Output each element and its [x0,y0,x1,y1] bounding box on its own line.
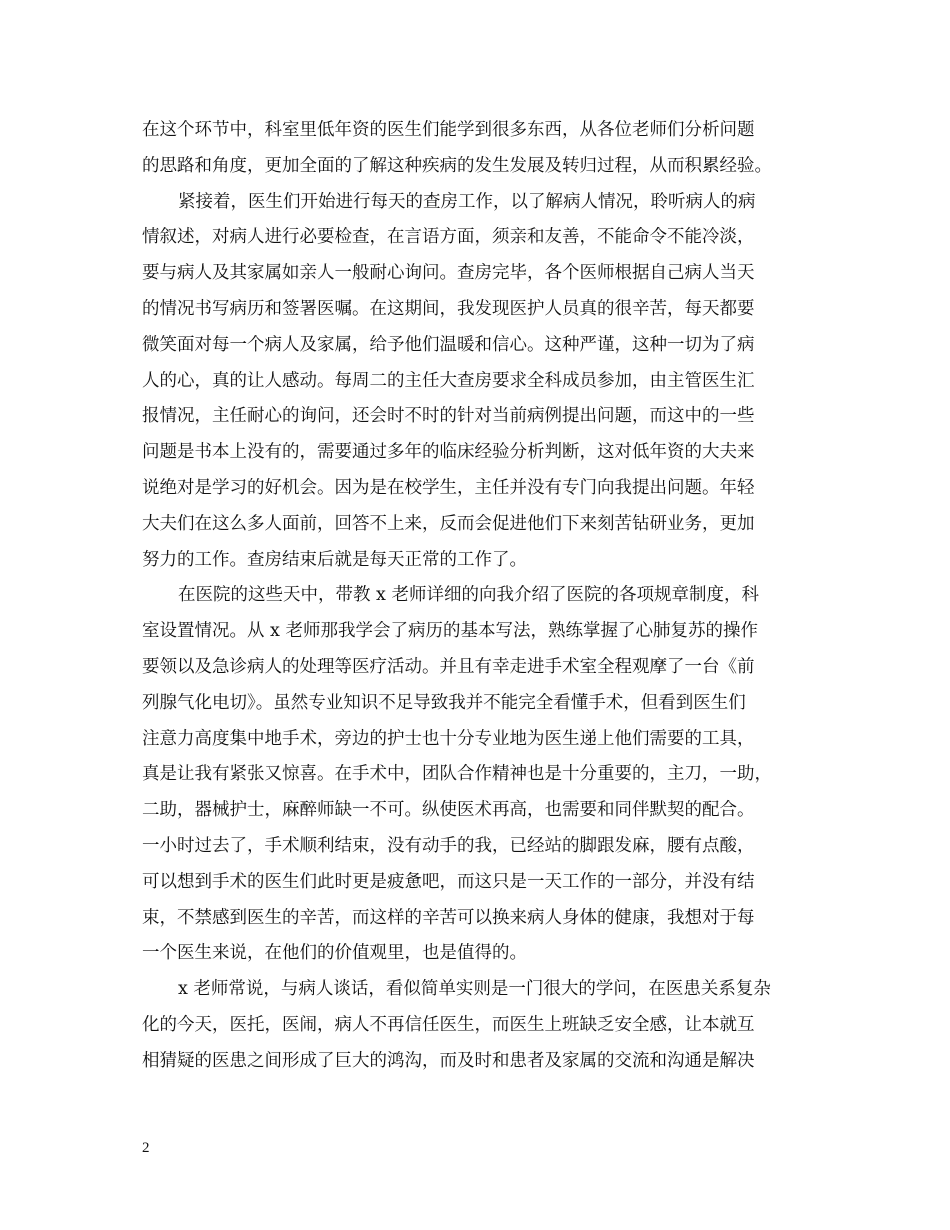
text-line: 的情况书写病历和签署医嘱。在这期间，我发现医护人员真的很辛苦，每天都要 [142,298,755,319]
text-line: 真是让我有紧张又惊喜。在手术中，团队合作精神也是十分重要的，主刀，一助， [142,764,772,785]
text-line: 大夫们在这么多人面前，回答不上来，反而会促进他们下来刻苦钻研业务，更加 [142,513,755,534]
text-line: 努力的工作。查房结束后就是每天正常的工作了。 [142,549,527,570]
text-line: 要领以及急诊病人的处理等医疗活动。并且有幸走进手术室全程观摩了一台《前 [142,656,755,677]
paragraph-start-line: 在医院的这些天中，带教 x 老师详细的向我介绍了医院的各项规章制度，科 [178,585,759,606]
text-line: 可以想到手术的医生们此时更是疲惫吧，而这只是一天工作的一部分，并没有结 [142,871,755,892]
text-line: 人的心，真的让人感动。每周二的主任大查房要求全科成员参加，由主管医生汇 [142,370,755,391]
page-number: 2 [142,1140,150,1156]
text-line: 注意力高度集中地手术，旁边的护士也十分专业地为医生递上他们需要的工具， [142,728,755,749]
text-line: 室设置情况。从 x 老师那我学会了病历的基本写法，熟练掌握了心肺复苏的操作 [142,621,758,642]
body-text [142,113,814,1080]
text-line: 在这个环节中，科室里低年资的医生们能学到很多东西，从各位老师们分析问题 [142,120,755,140]
text-line: 要与病人及其家属如亲人一般耐心询问。查房完毕，各个医师根据自己病人当天 [142,263,755,284]
text-line: 报情况，主任耐心的询问，还会时不时的针对当前病例提出问题，而这中的一些 [142,406,755,427]
text-line: 的思路和角度，更加全面的了解这种疾病的发生发展及转归过程，从而积累经验。 [142,155,772,176]
text-line: 一小时过去了，手术顺利结束，没有动手的我，已经站的脚跟发麻，腰有点酸， [142,835,755,856]
text-line: 微笑面对每一个病人及家属，给予他们温暖和信心。这种严谨，这种一切为了病 [142,334,755,355]
text-line: 相猜疑的医患之间形成了巨大的鸿沟，而及时和患者及家属的交流和沟通是解决 [142,1050,755,1071]
text-line: 问题是书本上没有的，需要通过多年的临床经验分析判断，这对低年资的大夫来 [142,442,755,463]
text-line: 化的今天，医托，医闹，病人不再信任医生，而医生上班缺乏安全感，让本就互 [142,1014,755,1035]
paragraph-start-line: x 老师常说，与病人谈话，看似简单实则是一门很大的学问，在医患关系复杂 [178,979,771,1000]
text-line: 列腺气化电切》。虽然专业知识不足导致我并不能完全看懂手术，但看到医生们 [142,692,746,713]
text-line: 二助，器械护士，麻醉师缺一不可。纵使医术再高，也需要和同伴默契的配合。 [142,800,755,821]
text-line: 一个医生来说，在他们的价值观里，也是值得的。 [142,943,527,964]
text-line: 情叙述，对病人进行必要检查，在言语方面，须亲和友善，不能命令不能冷淡， [142,227,755,248]
text-line: 说绝对是学习的好机会。因为是在校学生，主任并没有专门向我提出问题。年轻 [142,477,755,498]
paragraph-start-line: 紧接着，医生们开始进行每天的查房工作，以了解病人情况，聆听病人的病 [178,191,756,212]
text-line: 束，不禁感到医生的辛苦，而这样的辛苦可以换来病人身体的健康，我想对于每 [142,907,755,928]
